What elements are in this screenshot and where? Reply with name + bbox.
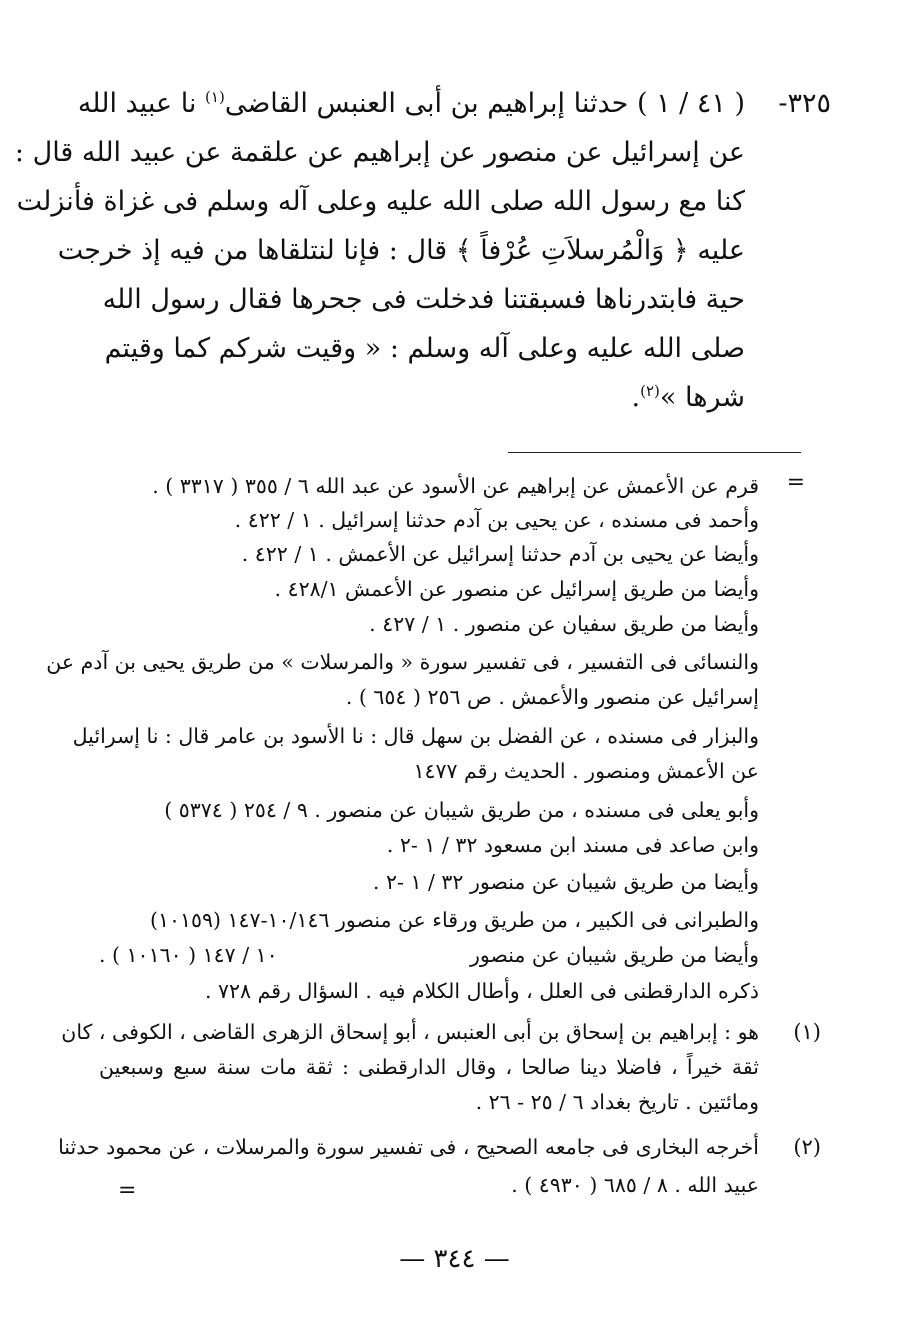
footnote-2-line-1: أخرجه البخارى فى جامعه الصحيح ، فى تفسير سورة والمرسلات ، عن محمود حدثنا	[58, 1135, 759, 1159]
hadith-line-3: كنا مع رسول الله صلى الله عليه وعلى آله وسلم فى غزاة فأنزلت	[16, 186, 745, 217]
continuation-line-1: قرم عن الأعمش عن إبراهيم عن الأسود عن عبد الله ٦ / ٣٥٥ ( ٣٣١٧ ) .	[152, 474, 759, 498]
footnote-divider	[508, 452, 801, 453]
continuation-line-5: وأيضا من طريق سفيان عن منصور . ١ / ٤٢٧ .	[369, 612, 759, 636]
continuation-line-14-tail: ١٠ / ١٤٧ ( ١٠١٦٠ ) .	[99, 943, 278, 967]
continuation-line-11: وابن صاعد فى مسند ابن مسعود ٣٢ / ١ -٢ .	[386, 833, 759, 857]
continuation-line-12: وأيضا من طريق شيبان عن منصور ٣٢ / ١ -٢ .	[372, 870, 759, 894]
footnote-1-line-2: ثقة خيراً ، فاضلا دينا صالحا ، وقال الدارقطنى : ثقة مات سنة سبع وسبعين	[99, 1055, 759, 1079]
footnote-1-label: (١)	[793, 1020, 821, 1044]
footnote-ref-1: (١)	[205, 88, 225, 106]
continuation-line-4: وأيضا من طريق إسرائيل عن منصور عن الأعمش ٤٢٨/١ .	[274, 577, 759, 601]
footnote-1-line-1: هو : إبراهيم بن إسحاق بن أبى العنبس ، أبو إسحاق الزهرى القاضى ، الكوفى ، كان	[61, 1020, 759, 1044]
continuation-line-15: ذكره الدارقطنى فى العلل ، وأطال الكلام فيه . السؤال رقم ٧٢٨ .	[204, 979, 759, 1003]
hadith-line-4: عليه ﴿ وَالْمُرسلاَتِ عُرْفاً ﴾ قال : فإنا لنتلقاها من فيه إذ خرجت	[57, 235, 745, 266]
hadith-number: ٣٢٥-	[778, 88, 831, 119]
continuation-line-7: إسرائيل عن منصور والأعمش . ص ٢٥٦ ( ٦٥٤ ) .	[345, 685, 759, 709]
continuation-line-3: وأيضا عن يحيى بن آدم حدثنا إسرائيل عن الأعمش . ١ / ٤٢٢ .	[241, 542, 759, 566]
footnote-2-label: (٢)	[793, 1135, 821, 1159]
continuation-line-2: وأحمد فى مسنده ، عن يحيى بن آدم حدثنا إسرائيل . ١ / ٤٢٢ .	[234, 508, 759, 532]
hadith-line-5: حية فابتدرناها فسبقتنا فدخلت فى جحرها فقال رسول الله	[102, 284, 745, 315]
hadith-line-7: شرها »$^{(٢)}$.	[631, 382, 745, 413]
continuation-line-6: والنسائى فى التفسير ، فى تفسير سورة « والمرسلات » من طريق يحيى بن آدم عن	[46, 650, 759, 674]
hadith-line-6: صلى الله عليه وعلى آله وسلم : « وقيت شركم كما وقيتم	[104, 333, 745, 364]
continuation-line-14	[99, 943, 759, 967]
footnote-ref-2: (٢)	[640, 382, 660, 400]
hadith-line-1-tail: نا عبيد الله	[77, 88, 197, 119]
hadith-line-1-text: ( ٤١ / ١ ) حدثنا إبراهيم بن أبى العنبس القاضى	[224, 88, 745, 119]
hadith-line-1	[77, 88, 745, 119]
continuation-line-8: والبزار فى مسنده ، عن الفضل بن سهل قال : نا الأسود بن عامر قال : نا إسرائيل	[72, 724, 759, 748]
hadith-line-2: عن إسرائيل عن منصور عن إبراهيم عن علقمة عن عبيد الله قال :	[14, 137, 745, 168]
continuation-line-14-text: وأيضا من طريق شيبان عن منصور	[469, 943, 759, 967]
continuation-line-10: وأبو يعلى فى مسنده ، من طريق شيبان عن منصور . ٩ / ٢٥٤ ( ٥٣٧٤ )	[164, 798, 759, 822]
footnote-1-line-3: ومائتين . تاريخ بغداد ٦ / ٢٥ - ٢٦ .	[475, 1090, 759, 1114]
continuation-mark-top: =	[786, 470, 805, 495]
continuation-line-9: عن الأعمش ومنصور . الحديث رقم ١٤٧٧	[413, 759, 759, 783]
footnote-2-line-2: عبيد الله . ٨ / ٦٨٥ ( ٤٩٣٠ ) .	[511, 1173, 759, 1197]
page-number: — ٣٤٤ —	[399, 1244, 510, 1274]
hadith-line-7-text: شرها »	[659, 382, 745, 413]
continuation-line-13: والطبرانى فى الكبير ، من طريق ورقاء عن منصور ١٠/١٤٦-١٤٧ (١٠١٥٩)	[149, 908, 759, 932]
continuation-mark-bottom: =	[118, 1178, 137, 1203]
